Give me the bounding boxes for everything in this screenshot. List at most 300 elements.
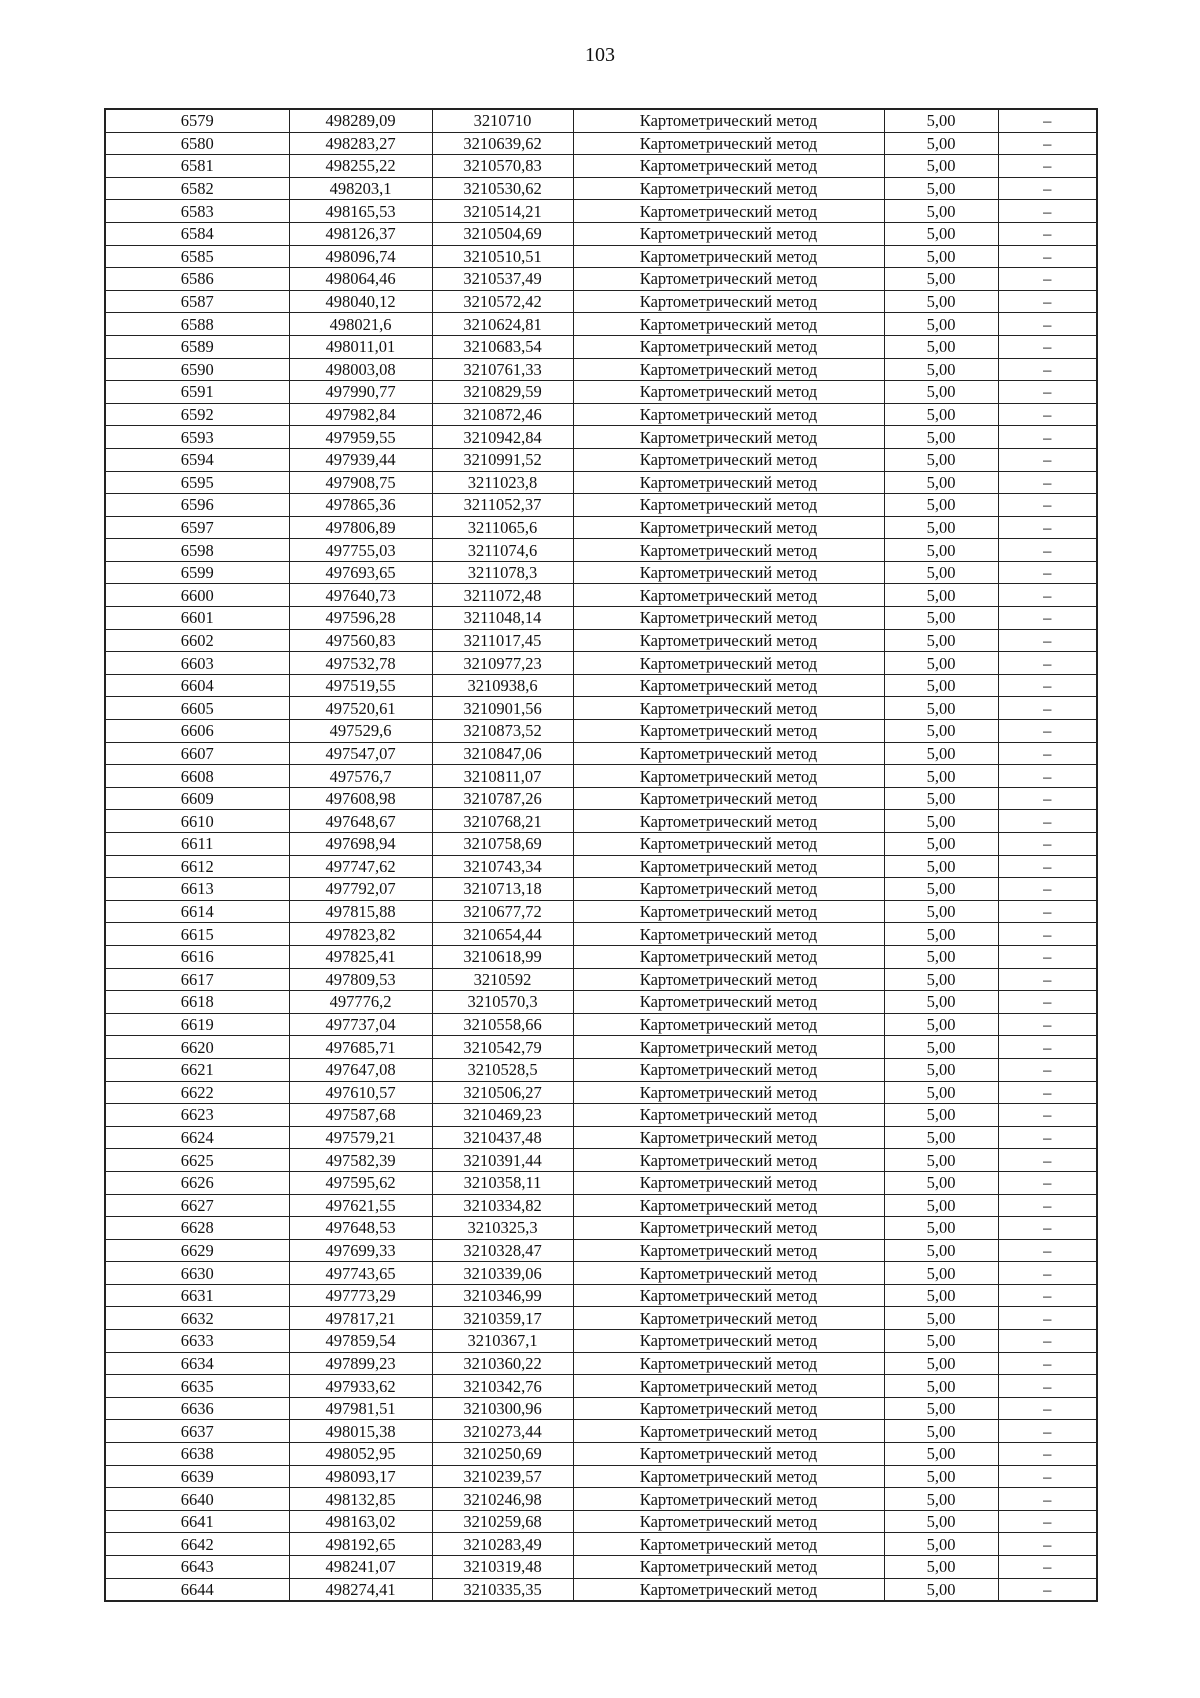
note-cell: – [998,742,1097,765]
y-coordinate-cell: 3210829,59 [432,381,573,404]
note-cell: – [998,720,1097,743]
y-coordinate-cell: 3210506,27 [432,1081,573,1104]
y-coordinate-cell: 3210991,52 [432,448,573,471]
accuracy-cell: 5,00 [884,1488,998,1511]
x-coordinate-cell: 497755,03 [289,539,432,562]
x-coordinate-cell: 498132,85 [289,1488,432,1511]
note-cell: – [998,1058,1097,1081]
point-number-cell: 6637 [105,1420,289,1443]
point-number-cell: 6636 [105,1397,289,1420]
accuracy-cell: 5,00 [884,1126,998,1149]
y-coordinate-cell: 3210639,62 [432,132,573,155]
method-cell: Картометрический метод [573,1533,884,1556]
x-coordinate-cell: 497582,39 [289,1149,432,1172]
accuracy-cell: 5,00 [884,155,998,178]
y-coordinate-cell: 3211072,48 [432,584,573,607]
accuracy-cell: 5,00 [884,674,998,697]
method-cell: Картометрический метод [573,1307,884,1330]
note-cell: – [998,1556,1097,1579]
accuracy-cell: 5,00 [884,1510,998,1533]
x-coordinate-cell: 497982,84 [289,403,432,426]
x-coordinate-cell: 497560,83 [289,629,432,652]
accuracy-cell: 5,00 [884,1104,998,1127]
point-number-cell: 6626 [105,1171,289,1194]
y-coordinate-cell: 3210758,69 [432,833,573,856]
y-coordinate-cell: 3210530,62 [432,177,573,200]
x-coordinate-cell: 498241,07 [289,1556,432,1579]
x-coordinate-cell: 498274,41 [289,1578,432,1601]
method-cell: Картометрический метод [573,155,884,178]
x-coordinate-cell: 497809,53 [289,968,432,991]
point-number-cell: 6634 [105,1352,289,1375]
accuracy-cell: 5,00 [884,765,998,788]
point-number-cell: 6617 [105,968,289,991]
accuracy-cell: 5,00 [884,1036,998,1059]
note-cell: – [998,991,1097,1014]
table-row [105,720,1097,743]
note-cell: – [998,584,1097,607]
point-number-cell: 6603 [105,652,289,675]
table-row [105,109,1097,132]
method-cell: Картометрический метод [573,222,884,245]
point-number-cell: 6629 [105,1239,289,1262]
point-number-cell: 6609 [105,787,289,810]
method-cell: Картометрический метод [573,833,884,856]
y-coordinate-cell: 3210514,21 [432,200,573,223]
method-cell: Картометрический метод [573,200,884,223]
x-coordinate-cell: 497747,62 [289,855,432,878]
x-coordinate-cell: 497587,68 [289,1104,432,1127]
table-row [105,1578,1097,1601]
method-cell: Картометрический метод [573,923,884,946]
y-coordinate-cell: 3210334,82 [432,1194,573,1217]
accuracy-cell: 5,00 [884,539,998,562]
table-row [105,1126,1097,1149]
y-coordinate-cell: 3210239,57 [432,1465,573,1488]
point-number-cell: 6638 [105,1443,289,1466]
y-coordinate-cell: 3210367,1 [432,1330,573,1353]
note-cell: – [998,403,1097,426]
point-number-cell: 6596 [105,494,289,517]
method-cell: Картометрический метод [573,1510,884,1533]
x-coordinate-cell: 497529,6 [289,720,432,743]
x-coordinate-cell: 497648,53 [289,1217,432,1240]
accuracy-cell: 5,00 [884,787,998,810]
table-row [105,1149,1097,1172]
x-coordinate-cell: 497865,36 [289,494,432,517]
method-cell: Картометрический метод [573,313,884,336]
x-coordinate-cell: 498096,74 [289,245,432,268]
accuracy-cell: 5,00 [884,1465,998,1488]
y-coordinate-cell: 3211065,6 [432,516,573,539]
point-number-cell: 6621 [105,1058,289,1081]
y-coordinate-cell: 3210246,98 [432,1488,573,1511]
y-coordinate-cell: 3211048,14 [432,607,573,630]
y-coordinate-cell: 3210570,83 [432,155,573,178]
x-coordinate-cell: 497579,21 [289,1126,432,1149]
x-coordinate-cell: 497621,55 [289,1194,432,1217]
note-cell: – [998,561,1097,584]
y-coordinate-cell: 3210872,46 [432,403,573,426]
method-cell: Картометрический метод [573,991,884,1014]
accuracy-cell: 5,00 [884,1081,998,1104]
method-cell: Картометрический метод [573,1330,884,1353]
method-cell: Картометрический метод [573,945,884,968]
accuracy-cell: 5,00 [884,1443,998,1466]
table-row [105,200,1097,223]
method-cell: Картометрический метод [573,132,884,155]
x-coordinate-cell: 498163,02 [289,1510,432,1533]
table-row [105,855,1097,878]
accuracy-cell: 5,00 [884,1284,998,1307]
x-coordinate-cell: 498021,6 [289,313,432,336]
accuracy-cell: 5,00 [884,1397,998,1420]
method-cell: Картометрический метод [573,1081,884,1104]
table-row [105,1556,1097,1579]
table-row [105,1262,1097,1285]
point-number-cell: 6584 [105,222,289,245]
table-row [105,358,1097,381]
y-coordinate-cell: 3211078,3 [432,561,573,584]
y-coordinate-cell: 3210618,99 [432,945,573,968]
table-row [105,584,1097,607]
y-coordinate-cell: 3210558,66 [432,1013,573,1036]
method-cell: Картометрический метод [573,1465,884,1488]
accuracy-cell: 5,00 [884,448,998,471]
point-number-cell: 6587 [105,290,289,313]
point-number-cell: 6604 [105,674,289,697]
accuracy-cell: 5,00 [884,1239,998,1262]
table-row [105,290,1097,313]
method-cell: Картометрический метод [573,1058,884,1081]
table-row [105,1217,1097,1240]
y-coordinate-cell: 3210504,69 [432,222,573,245]
y-coordinate-cell: 3210528,5 [432,1058,573,1081]
table-row [105,132,1097,155]
accuracy-cell: 5,00 [884,720,998,743]
y-coordinate-cell: 3210391,44 [432,1149,573,1172]
y-coordinate-cell: 3211052,37 [432,494,573,517]
table-row [105,539,1097,562]
x-coordinate-cell: 497908,75 [289,471,432,494]
note-cell: – [998,833,1097,856]
accuracy-cell: 5,00 [884,855,998,878]
accuracy-cell: 5,00 [884,1171,998,1194]
method-cell: Картометрический метод [573,1375,884,1398]
point-number-cell: 6628 [105,1217,289,1240]
x-coordinate-cell: 497532,78 [289,652,432,675]
method-cell: Картометрический метод [573,1036,884,1059]
y-coordinate-cell: 3211017,45 [432,629,573,652]
method-cell: Картометрический метод [573,742,884,765]
x-coordinate-cell: 497806,89 [289,516,432,539]
table-row [105,1284,1097,1307]
x-coordinate-cell: 497647,08 [289,1058,432,1081]
x-coordinate-cell: 497699,33 [289,1239,432,1262]
accuracy-cell: 5,00 [884,1352,998,1375]
note-cell: – [998,697,1097,720]
point-number-cell: 6613 [105,878,289,901]
accuracy-cell: 5,00 [884,177,998,200]
note-cell: – [998,539,1097,562]
x-coordinate-cell: 497640,73 [289,584,432,607]
x-coordinate-cell: 498283,27 [289,132,432,155]
accuracy-cell: 5,00 [884,1420,998,1443]
y-coordinate-cell: 3210654,44 [432,923,573,946]
note-cell: – [998,1239,1097,1262]
note-cell: – [998,1194,1097,1217]
accuracy-cell: 5,00 [884,1578,998,1601]
point-number-cell: 6582 [105,177,289,200]
method-cell: Картометрический метод [573,494,884,517]
table-row [105,900,1097,923]
point-number-cell: 6642 [105,1533,289,1556]
note-cell: – [998,1510,1097,1533]
y-coordinate-cell: 3210250,69 [432,1443,573,1466]
table-row [105,1488,1097,1511]
x-coordinate-cell: 497698,94 [289,833,432,856]
accuracy-cell: 5,00 [884,900,998,923]
method-cell: Картометрический метод [573,403,884,426]
y-coordinate-cell: 3210359,17 [432,1307,573,1330]
accuracy-cell: 5,00 [884,1194,998,1217]
point-number-cell: 6607 [105,742,289,765]
note-cell: – [998,155,1097,178]
table-row [105,1194,1097,1217]
x-coordinate-cell: 498255,22 [289,155,432,178]
method-cell: Картометрический метод [573,810,884,833]
point-number-cell: 6632 [105,1307,289,1330]
table-row [105,1533,1097,1556]
method-cell: Картометрический метод [573,697,884,720]
note-cell: – [998,923,1097,946]
x-coordinate-cell: 497773,29 [289,1284,432,1307]
point-number-cell: 6606 [105,720,289,743]
note-cell: – [998,381,1097,404]
note-cell: – [998,787,1097,810]
point-number-cell: 6583 [105,200,289,223]
note-cell: – [998,426,1097,449]
y-coordinate-cell: 3210342,76 [432,1375,573,1398]
x-coordinate-cell: 497817,21 [289,1307,432,1330]
table-row [105,742,1097,765]
note-cell: – [998,1488,1097,1511]
table-row [105,629,1097,652]
table-row [105,1465,1097,1488]
table-row [105,1510,1097,1533]
x-coordinate-cell: 497685,71 [289,1036,432,1059]
table-row [105,991,1097,1014]
point-number-cell: 6641 [105,1510,289,1533]
x-coordinate-cell: 497576,7 [289,765,432,788]
x-coordinate-cell: 498011,01 [289,335,432,358]
note-cell: – [998,494,1097,517]
x-coordinate-cell: 497608,98 [289,787,432,810]
accuracy-cell: 5,00 [884,697,998,720]
method-cell: Картометрический метод [573,674,884,697]
method-cell: Картометрический метод [573,607,884,630]
note-cell: – [998,313,1097,336]
method-cell: Картометрический метод [573,268,884,291]
method-cell: Картометрический метод [573,1239,884,1262]
y-coordinate-cell: 3210677,72 [432,900,573,923]
table-row [105,448,1097,471]
point-number-cell: 6640 [105,1488,289,1511]
point-number-cell: 6612 [105,855,289,878]
accuracy-cell: 5,00 [884,1375,998,1398]
method-cell: Картометрический метод [573,1262,884,1285]
x-coordinate-cell: 497648,67 [289,810,432,833]
note-cell: – [998,607,1097,630]
note-cell: – [998,1013,1097,1036]
accuracy-cell: 5,00 [884,584,998,607]
note-cell: – [998,1465,1097,1488]
table-row [105,1081,1097,1104]
method-cell: Картометрический метод [573,245,884,268]
note-cell: – [998,200,1097,223]
point-number-cell: 6618 [105,991,289,1014]
y-coordinate-cell: 3210710 [432,109,573,132]
x-coordinate-cell: 497823,82 [289,923,432,946]
point-number-cell: 6591 [105,381,289,404]
x-coordinate-cell: 497815,88 [289,900,432,923]
note-cell: – [998,1217,1097,1240]
table-row [105,1171,1097,1194]
x-coordinate-cell: 497776,2 [289,991,432,1014]
note-cell: – [998,109,1097,132]
x-coordinate-cell: 497859,54 [289,1330,432,1353]
table-row [105,1104,1097,1127]
method-cell: Картометрический метод [573,720,884,743]
note-cell: – [998,629,1097,652]
accuracy-cell: 5,00 [884,381,998,404]
note-cell: – [998,1397,1097,1420]
note-cell: – [998,1307,1097,1330]
y-coordinate-cell: 3210283,49 [432,1533,573,1556]
table-row [105,810,1097,833]
table-row [105,1058,1097,1081]
point-number-cell: 6589 [105,335,289,358]
note-cell: – [998,1533,1097,1556]
point-number-cell: 6631 [105,1284,289,1307]
note-cell: – [998,177,1097,200]
point-number-cell: 6610 [105,810,289,833]
point-number-cell: 6644 [105,1578,289,1601]
y-coordinate-cell: 3210339,06 [432,1262,573,1285]
method-cell: Картометрический метод [573,900,884,923]
point-number-cell: 6623 [105,1104,289,1127]
method-cell: Картометрический метод [573,1104,884,1127]
accuracy-cell: 5,00 [884,561,998,584]
table-row [105,765,1097,788]
table-row [105,245,1097,268]
method-cell: Картометрический метод [573,629,884,652]
table-row [105,1397,1097,1420]
note-cell: – [998,222,1097,245]
x-coordinate-cell: 497693,65 [289,561,432,584]
y-coordinate-cell: 3210570,3 [432,991,573,1014]
point-number-cell: 6625 [105,1149,289,1172]
accuracy-cell: 5,00 [884,878,998,901]
note-cell: – [998,1126,1097,1149]
y-coordinate-cell: 3210346,99 [432,1284,573,1307]
point-number-cell: 6593 [105,426,289,449]
note-cell: – [998,1171,1097,1194]
point-number-cell: 6605 [105,697,289,720]
table-row [105,923,1097,946]
method-cell: Картометрический метод [573,1578,884,1601]
note-cell: – [998,968,1097,991]
x-coordinate-cell: 498015,38 [289,1420,432,1443]
note-cell: – [998,358,1097,381]
method-cell: Картометрический метод [573,1397,884,1420]
accuracy-cell: 5,00 [884,968,998,991]
y-coordinate-cell: 3210977,23 [432,652,573,675]
note-cell: – [998,448,1097,471]
point-number-cell: 6597 [105,516,289,539]
accuracy-cell: 5,00 [884,222,998,245]
method-cell: Картометрический метод [573,177,884,200]
point-number-cell: 6635 [105,1375,289,1398]
method-cell: Картометрический метод [573,1194,884,1217]
x-coordinate-cell: 498126,37 [289,222,432,245]
table-row [105,335,1097,358]
note-cell: – [998,471,1097,494]
point-number-cell: 6598 [105,539,289,562]
y-coordinate-cell: 3210542,79 [432,1036,573,1059]
point-number-cell: 6602 [105,629,289,652]
accuracy-cell: 5,00 [884,1217,998,1240]
accuracy-cell: 5,00 [884,833,998,856]
y-coordinate-cell: 3210259,68 [432,1510,573,1533]
accuracy-cell: 5,00 [884,810,998,833]
y-coordinate-cell: 3210938,6 [432,674,573,697]
method-cell: Картометрический метод [573,516,884,539]
y-coordinate-cell: 3210942,84 [432,426,573,449]
y-coordinate-cell: 3210273,44 [432,1420,573,1443]
x-coordinate-cell: 497981,51 [289,1397,432,1420]
method-cell: Картометрический метод [573,290,884,313]
point-number-cell: 6600 [105,584,289,607]
x-coordinate-cell: 497519,55 [289,674,432,697]
accuracy-cell: 5,00 [884,426,998,449]
point-number-cell: 6580 [105,132,289,155]
x-coordinate-cell: 497939,44 [289,448,432,471]
accuracy-cell: 5,00 [884,245,998,268]
x-coordinate-cell: 497959,55 [289,426,432,449]
table-row [105,494,1097,517]
accuracy-cell: 5,00 [884,1330,998,1353]
method-cell: Картометрический метод [573,1149,884,1172]
note-cell: – [998,290,1097,313]
point-number-cell: 6590 [105,358,289,381]
point-number-cell: 6619 [105,1013,289,1036]
accuracy-cell: 5,00 [884,1556,998,1579]
accuracy-cell: 5,00 [884,1262,998,1285]
point-number-cell: 6599 [105,561,289,584]
y-coordinate-cell: 3210300,96 [432,1397,573,1420]
accuracy-cell: 5,00 [884,494,998,517]
accuracy-cell: 5,00 [884,742,998,765]
point-number-cell: 6639 [105,1465,289,1488]
y-coordinate-cell: 3210811,07 [432,765,573,788]
accuracy-cell: 5,00 [884,1533,998,1556]
y-coordinate-cell: 3210510,51 [432,245,573,268]
note-cell: – [998,855,1097,878]
method-cell: Картометрический метод [573,1443,884,1466]
point-number-cell: 6624 [105,1126,289,1149]
method-cell: Картометрический метод [573,1556,884,1579]
